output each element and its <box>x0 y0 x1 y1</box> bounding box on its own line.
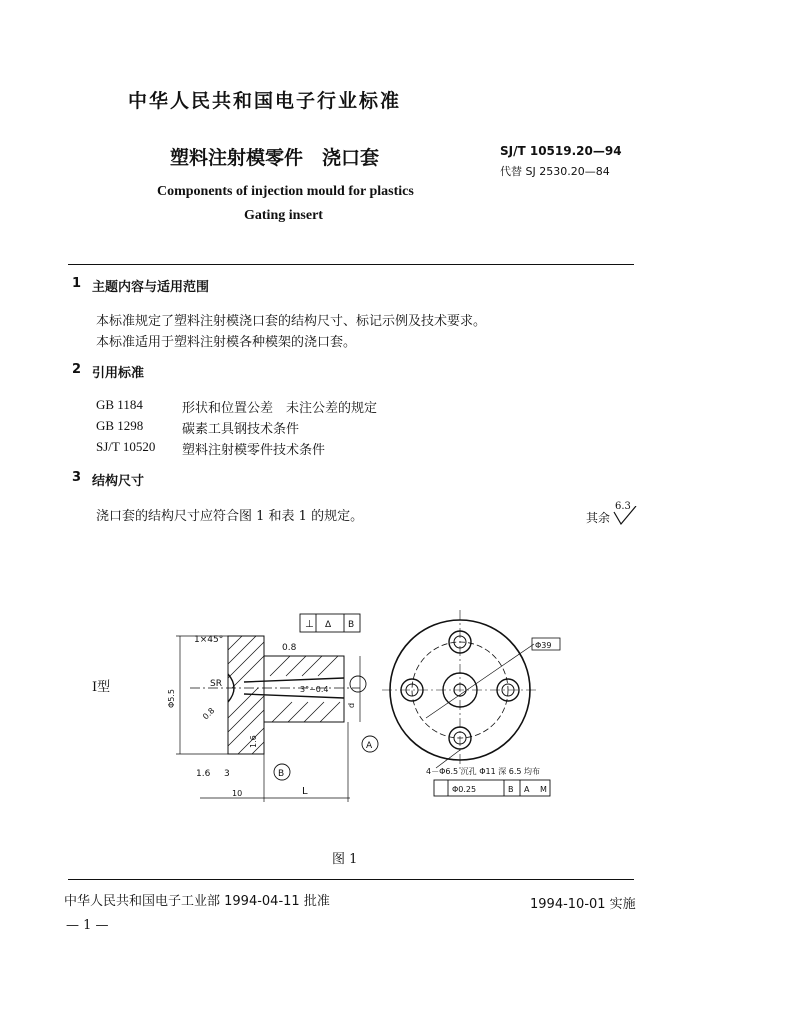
section-2-number: 2 <box>72 362 82 377</box>
dim-l-label: L <box>302 786 308 797</box>
section-1-number: 1 <box>72 276 82 291</box>
gating-insert-drawing <box>160 598 580 828</box>
ref-name-1: 形状和位置公差 未注公差的规定 <box>182 401 378 416</box>
figure-caption: 图 1 <box>332 852 358 867</box>
ref-name-3: 塑料注射模零件技术条件 <box>182 443 326 458</box>
section-3-para-1: 浇口套的结构尺寸应符合图 1 和表 1 的规定。 <box>96 509 364 524</box>
effective-date: 1994-10-01 实施 <box>530 897 636 912</box>
taper-label: 3°−0.4 <box>300 685 329 694</box>
title-english: Components of injection mould for plastics <box>157 184 414 199</box>
datum-a-label: A <box>366 741 373 751</box>
section-1-para-2: 本标准适用于塑料注射模各种模架的浇口套。 <box>96 335 357 350</box>
org-title: 中华人民共和国电子行业标准 <box>128 90 402 112</box>
dia-bore-label: Φ5.5 <box>167 688 176 708</box>
standard-number: SJ/T 10519.20—94 <box>500 144 622 158</box>
ref-code-1: GB 1184 <box>96 397 143 412</box>
roughness-value: 6.3 <box>615 501 631 512</box>
tol-label: Δ <box>325 620 332 630</box>
datum-b-label: B <box>348 620 355 630</box>
sr-label: SR <box>210 679 222 689</box>
page-number: — 1 — <box>66 918 109 933</box>
datum-a3-label: A <box>524 785 530 794</box>
section-1-title: 主题内容与适用范围 <box>92 280 210 295</box>
holes-note-label: 4－Φ6.5 沉孔 Φ11 深 6.5 均布 <box>426 767 541 776</box>
ref-code-3: SJ/T 10520 <box>96 439 156 454</box>
datum-b3-label: B <box>508 785 514 794</box>
figure-type-label: Ⅰ型 <box>92 680 111 695</box>
section-3-title: 结构尺寸 <box>92 474 145 489</box>
roughness-symbol-icon <box>612 506 638 528</box>
dim-10-label: 10 <box>232 789 243 798</box>
datum-b2-label: B <box>278 769 285 779</box>
chamfer-label: 1×45° <box>194 635 224 645</box>
ref-code-2: GB 1298 <box>96 418 144 433</box>
section-2-title: 引用标准 <box>92 366 145 381</box>
rough-16a-label: 1.6 <box>196 769 211 779</box>
dim-3-label: 3 <box>224 769 230 779</box>
doc-title: 塑料注射模零件 浇口套 <box>170 147 380 169</box>
ref-name-2: 碳素工具钢技术条件 <box>182 422 300 437</box>
replaces-note: 代替 SJ 2530.20—84 <box>500 165 610 178</box>
section-1-para-1: 本标准规定了塑料注射模浇口套的结构尺寸、标记示例及技术要求。 <box>96 314 487 329</box>
roughness-08-label: 0.8 <box>282 643 297 653</box>
section-3-number: 3 <box>72 470 82 485</box>
roughness-note: 其余 <box>586 511 611 525</box>
approval-note: 中华人民共和国电子工业部 1994-04-11 批准 <box>64 894 330 909</box>
d-symbol-label: d <box>347 702 356 708</box>
footer-rule <box>68 879 634 880</box>
subtitle-english: Gating insert <box>244 208 323 223</box>
mmc-label: M <box>540 785 547 794</box>
header-rule <box>68 264 634 265</box>
pcd-label: Φ39 <box>535 641 552 650</box>
angle-label: 0.8 <box>201 706 217 722</box>
pos-tol-label: Φ0.25 <box>452 785 477 794</box>
rough-16b-label: 1.6 <box>249 735 258 748</box>
perp-symbol: ⊥ <box>305 619 314 630</box>
